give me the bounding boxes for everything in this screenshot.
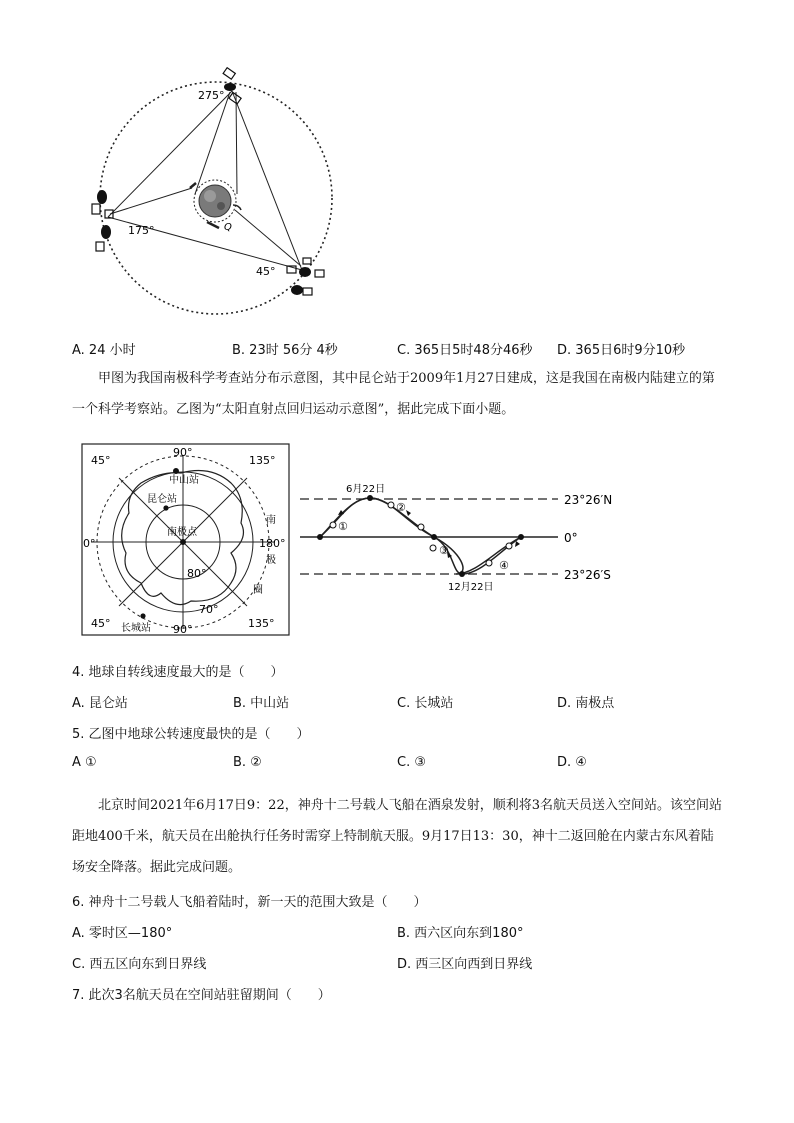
- label-june-22: 6月22日: [346, 484, 386, 495]
- satellite-orbit-figure: [70, 62, 350, 324]
- label-south-tropic: 23°26′S: [564, 568, 611, 582]
- q6-option-c[interactable]: C. 西五区向东到日界线: [72, 957, 207, 972]
- map-label-90-top: 90°: [173, 446, 193, 459]
- q4-option-d[interactable]: D. 南极点: [557, 696, 615, 711]
- q3-option-a[interactable]: A. 24 小时: [72, 343, 136, 358]
- satellite-icon-right: [287, 258, 324, 295]
- q4-stem: 4. 地球自转线速度最大的是（ ）: [72, 665, 284, 680]
- label-equator: 0°: [564, 531, 578, 545]
- q3-option-b[interactable]: B. 23时 56分 4秒: [232, 343, 338, 358]
- circle-char-2: 极: [266, 555, 276, 566]
- map-label-45-tl: 45°: [91, 454, 111, 467]
- label-dec-22: 12月22日: [448, 582, 494, 593]
- mark-4: ④: [499, 559, 509, 572]
- q5-option-a[interactable]: A ①: [72, 755, 97, 770]
- map-label-45-bl: 45°: [91, 617, 111, 630]
- map-label-0: 0°: [83, 537, 96, 550]
- map-label-70: 70°: [199, 603, 219, 616]
- point-label-q: Q: [224, 222, 232, 233]
- map-label-80: 80°: [187, 567, 207, 580]
- circle-char-1: 南: [266, 515, 276, 526]
- map-label-180: 180°: [259, 537, 286, 550]
- q3-option-c[interactable]: C. 365日5时48分46秒: [397, 343, 533, 358]
- q6-option-d[interactable]: D. 西三区向西到日界线: [397, 957, 533, 972]
- map-label-90-bottom: 90°: [173, 623, 193, 636]
- angle-label-45: 45°: [256, 265, 276, 278]
- q7-stem: 7. 此次3名航天员在空间站驻留期间（ ）: [72, 988, 331, 1003]
- map-label-135-br: 135°: [248, 617, 275, 630]
- q4-option-a[interactable]: A. 昆仑站: [72, 696, 128, 711]
- passage-shenzhou: 北京时间2021年6月17日9：22，神舟十二号载人飞船在酒泉发射，顺利将3名航天员送入空间站。该空间站距地400千米，航天员在出舱执行任务时需穿上特制航天服。9月17日13：30，神十二返回舱在内蒙古东风着陆场安全降落。据此完成问题。: [72, 798, 722, 875]
- q6-stem: 6. 神舟十二号载人飞船着陆时，新一天的范围大致是（ ）: [72, 895, 427, 910]
- q5-stem: 5. 乙图中地球公转速度最快的是（ ）: [72, 727, 310, 742]
- sun-migration-chart: [296, 478, 666, 596]
- station-zhongshan: 中山站: [169, 475, 199, 486]
- q6-option-b[interactable]: B. 西六区向东到180°: [397, 926, 524, 941]
- satellite-icon-top: [223, 68, 241, 104]
- earth: [199, 185, 231, 217]
- circle-char-3: 圈: [253, 585, 263, 596]
- q5-option-c[interactable]: C. ③: [397, 755, 426, 770]
- mark-1: ①: [338, 520, 348, 533]
- label-north-tropic: 23°26′N: [564, 493, 613, 507]
- q5-option-d[interactable]: D. ④: [557, 755, 587, 770]
- angle-label-175: 175°: [128, 224, 155, 237]
- passage-antarctic: 甲图为我国南极科学考查站分布示意图，其中昆仑站于2009年1月27日建成，这是我国在南极内陆建立的第一个科学考察站。乙图为“太阳直射点回归运动示意图”，据此完成下面小题。: [72, 371, 715, 417]
- mark-2: ②: [396, 501, 406, 514]
- mark-3: ③: [439, 544, 449, 557]
- antarctic-station-map: [81, 443, 291, 637]
- map-label-135-tr: 135°: [249, 454, 276, 467]
- south-pole-label: 南极点: [167, 527, 197, 538]
- station-kunlun: 昆仑站: [147, 494, 177, 505]
- angle-label-275: 275°: [198, 89, 225, 102]
- q3-option-d[interactable]: D. 365日6时9分10秒: [557, 343, 686, 358]
- q4-option-b[interactable]: B. 中山站: [233, 696, 290, 711]
- q5-option-b[interactable]: B. ②: [233, 755, 262, 770]
- q4-option-c[interactable]: C. 长城站: [397, 696, 454, 711]
- q6-option-a[interactable]: A. 零时区—180°: [72, 926, 173, 941]
- station-changcheng: 长城站: [121, 623, 151, 634]
